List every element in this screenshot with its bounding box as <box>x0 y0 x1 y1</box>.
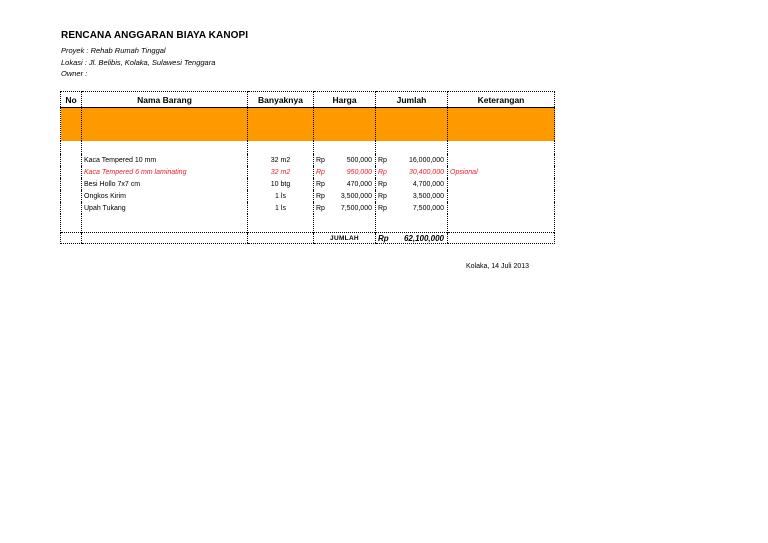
item-name: Upah Tukang <box>82 202 248 214</box>
item-name: Kaca Tempered 6 mm laminating <box>82 166 248 178</box>
currency-label: Rp <box>378 192 387 200</box>
item-total: 30,400,000 <box>408 168 444 176</box>
currency-label: Rp <box>316 180 325 188</box>
item-total: 7,500,000 <box>412 204 444 212</box>
total-value: 62,100,000 <box>403 233 444 243</box>
budget-table <box>60 91 555 244</box>
header-banyaknya: Banyaknya <box>248 92 314 108</box>
item-total: 4,700,000 <box>412 180 444 188</box>
item-qty: 32 m2 <box>248 154 314 166</box>
currency-label: Rp <box>378 204 387 212</box>
table-row-highlight <box>61 166 555 178</box>
item-price: 7,500,000 <box>340 204 372 212</box>
currency-label: Rp <box>378 180 387 188</box>
currency-label: Rp <box>316 204 325 212</box>
header-harga: Harga <box>314 92 376 108</box>
item-note <box>448 178 555 190</box>
location-line: Lokasi : Jl. Belibis, Kolaka, Sulawesi Tenggara <box>61 58 216 67</box>
item-name: Kaca Tempered 10 mm <box>82 154 248 166</box>
item-price: 500,000 <box>346 156 372 164</box>
item-qty: 10 btg <box>248 178 314 190</box>
place-date: Kolaka, 14 Juli 2013 <box>466 263 530 270</box>
orange-band-row <box>61 108 555 142</box>
item-qty: 1 ls <box>248 202 314 214</box>
spacer-row <box>61 141 555 154</box>
item-name: Ongkos Kirim <box>82 190 248 202</box>
document-title: RENCANA ANGGARAN BIAYA KANOPI <box>61 30 249 41</box>
item-total: 3,500,000 <box>412 192 444 200</box>
item-note <box>448 190 555 202</box>
currency-label: Rp <box>316 192 325 200</box>
item-price: 470,000 <box>346 180 372 188</box>
currency-label: Rp <box>378 168 387 176</box>
table-header-row <box>61 92 555 108</box>
table-row <box>61 202 555 214</box>
item-total: 16,000,000 <box>408 156 444 164</box>
total-label: JUMLAH <box>314 233 376 244</box>
spacer-row <box>61 214 555 233</box>
currency-label: Rp <box>316 156 325 164</box>
table-row <box>61 190 555 202</box>
currency-label: Rp <box>378 156 387 164</box>
header-no: No <box>61 92 82 108</box>
item-note <box>448 154 555 166</box>
currency-label: Rp <box>378 233 389 243</box>
header-jumlah: Jumlah <box>376 92 448 108</box>
item-note: Opsional <box>448 166 555 178</box>
item-qty: 32 m2 <box>248 166 314 178</box>
item-price: 3,500,000 <box>340 192 372 200</box>
item-name: Besi Hollo 7x7 cm <box>82 178 248 190</box>
table-row <box>61 154 555 166</box>
project-line: Proyek : Rehab Rumah Tinggal <box>61 46 166 55</box>
item-price: 950,000 <box>346 168 372 176</box>
total-row <box>61 233 555 244</box>
currency-label: Rp <box>316 168 325 176</box>
item-qty: 1 ls <box>248 190 314 202</box>
item-note <box>448 202 555 214</box>
owner-line: Owner : <box>61 69 88 78</box>
header-keterangan: Keterangan <box>448 92 555 108</box>
table-row <box>61 178 555 190</box>
header-nama-barang: Nama Barang <box>82 92 248 108</box>
